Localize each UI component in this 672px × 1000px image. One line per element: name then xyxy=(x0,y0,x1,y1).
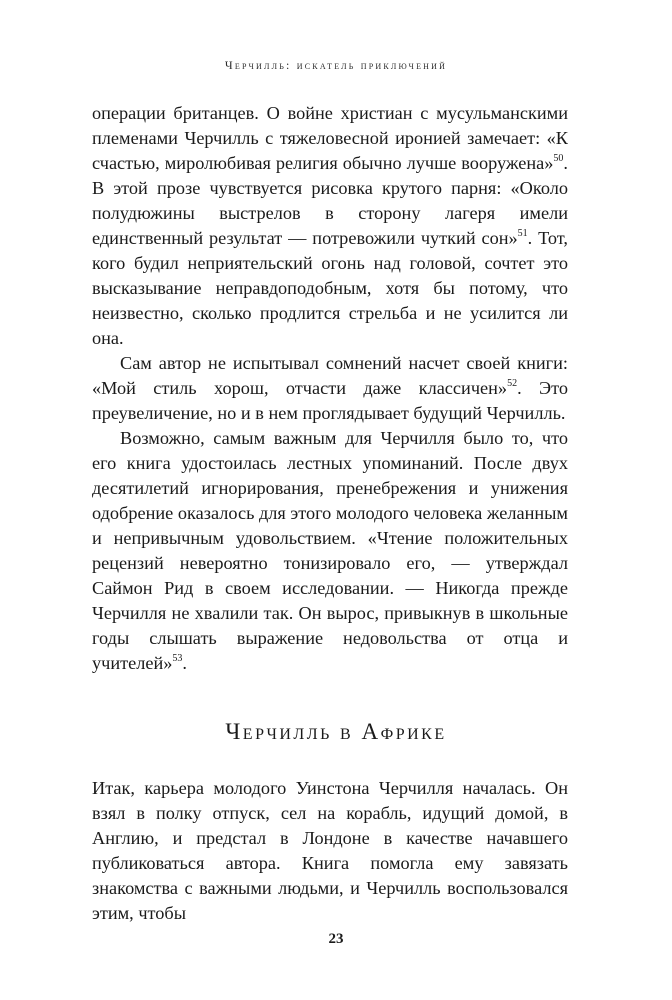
footnote-ref-50: 50 xyxy=(553,152,564,164)
running-head: Черчилль: искатель приключений xyxy=(224,58,448,72)
paragraph-3-part-2: . xyxy=(182,653,187,673)
paragraph-3 xyxy=(92,426,568,676)
paragraph-1 xyxy=(92,101,568,351)
footnote-ref-53: 53 xyxy=(172,652,183,664)
paragraph-2-part-1: Сам автор не испытывал сомнений насчет своей книги: «Мой стиль хорош, отчасти даже классичен» xyxy=(92,353,568,398)
paragraph-3-part-1: Возможно, самым важным для Черчилля было то, что его книга удостоилась лестных упоминаний. После двух десятилетий игнорирования, пренебрежения и унижения одобрение оказалось для этого молодого человека желанным и непривычным удовольствием. «Чтение положительных рецензий невероятно тонизировало его, — утверждал Саймон Рид в своем исследовании. — Никогда прежде Черчилля не хвалили так. Он вырос, привыкнув в школьные годы слышать выражение недовольства от отца и учителей» xyxy=(92,428,568,673)
section-title: Черчилль в Африке xyxy=(225,719,447,744)
page-number: 23 xyxy=(328,931,344,947)
body-text-bottom xyxy=(92,776,568,926)
footnote-ref-52: 52 xyxy=(507,377,518,389)
paragraph-1-part-2: . В этой прозе чувствуется рисовка крутого парня: «Около полудюжины выстрелов в сторону лагеря имели единственный результат — потревожили чуткий сон» xyxy=(92,153,568,248)
paragraph-2 xyxy=(92,351,568,426)
body-text-top xyxy=(92,101,568,676)
paragraph-4: Итак, карьера молодого Уинстона Черчилля началась. Он взял в полку отпуск, сел на корабль, идущий домой, в Англию, и предстал в Лондоне в качестве начавшего публиковаться автора. Книга помогла ему завязать знакомства с важными людьми, и Черчилль воспользовался этим, чтобы xyxy=(92,778,568,923)
paragraph-2-part-2: . Это преувеличение, но и в нем проглядывает будущий Черчилль. xyxy=(92,378,568,423)
footnote-ref-51: 51 xyxy=(517,227,528,239)
paragraph-1-part-3: . Тот, кого будил неприятельский огонь над головой, сочтет это высказывание неправдоподобным, хотя бы потому, что неизвестно, сколько продлится стрельба и не усилится ли она. xyxy=(92,228,568,348)
paragraph-1-part-1: операции британцев. О войне христиан с мусульманскими племенами Черчилль с тяжеловесной иронией замечает: «К счастью, миролюбивая религия обычно лучше вооружена» xyxy=(92,103,568,173)
